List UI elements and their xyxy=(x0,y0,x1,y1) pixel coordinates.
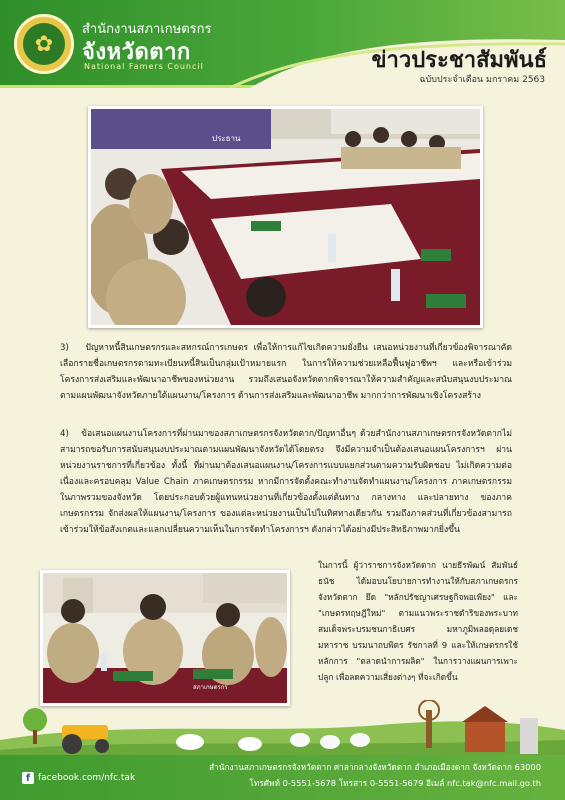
issue-date: ฉบับประจำเดือน มกราคม 2563 xyxy=(419,75,545,85)
meeting-photo-illustration xyxy=(91,109,480,325)
province-name: จังหวัดตาก xyxy=(82,40,191,65)
paragraph-debt: 3) ปัญหาหนี้สินเกษตรกรและสหกรณ์การเกษตร เพื่อให้การแก้ไขเกิดความยั่งยืน เสนอหน่วยงานที่เกี่ยวข้องพิจารณาคัดเลือกรายชื่อเกษตรกรตามทะเบียนหนี้สินเป็นกลุ่มเป้าหมายแรก ในการให้ความช่วยเหลือฟื้นฟูอาชีพฯ และหรือเข้าร่วมโครงการส่งเสริมและพัฒนาอาชีพของหน่วยงาน รวมถึงเสนอจังหวัดตากพิจารณาให้ความสำคัญและสนับสนุนงบประมาณตามแผนพัฒนาจังหวัดภายใต้แผนงาน/โครงการ ด้านการส่งเสริมและพัฒนาอาชีพ มากกว่าการพัฒนาเชิงโครงสร้าง xyxy=(60,343,512,401)
newsletter-title: ข่าวประชาสัมพันธ์ xyxy=(371,47,547,73)
officials-photo-illustration xyxy=(43,573,287,703)
paragraph-proposal: 4) ข้อเสนอแผนงานโครงการที่ผ่านมาของสภาเกษตรกรจังหวัดตาก/ปัญหาอื่นๆ ด้วยสำนักงานสภาเกษตรกรจังหวัดตากไม่สามารถขอรับการสนับสนุนงบประมาณตามแผนพัฒนาจังหวัดได้โดยตรง จึงมีความจำเป็นต้องเสนอแผนโครงการฯ ผ่านหน่วยงานราชการที่เกี่ยวข้อง ทั้งนี้ ที่ผ่านมาต้องเสนอแผนงาน/โครงการแบบแยกส่วนตามความรับผิดชอบ ไม่เกิดความต่อเนื่องและครอบคลุม Value Chain ภาคเกษตรกรรม หากมีการจัดตั้งคณะทำงานจัดทำแผนงาน/โครงการ ภาคเกษตรกรรมในภาพรวมของจังหวัด โดยประกอบด้วยผู้แทนหน่วยงานที่เกี่ยวข้องตั้งแต่ต้นทาง กลางทาง และปลายทาง ของภาคเกษตรกรรม จักส่งผลให้แผนงาน/โครงการ ของแต่ละหน่วยงานเป็นไปในทิศทางเดียวกัน รวมถึงภาคส่วนที่เกี่ยวข้องสามารถเข้าร่วมให้ข้อสังเกตและแลกเปลี่ยนความเห็นในการจัดทำโครงการฯ ดังกล่าวได้อย่างมีประสิทธิภาพมากยิ่งขึ้น xyxy=(60,429,512,535)
desk-sign: ประธาน xyxy=(212,134,241,143)
paragraph-governor-policy: ในการนี้ ผู้ว่าราชการจังหวัดตาก นายธีรพัฒน์ สัมพันธ์ธนัช ได้มอบนโยบายการทำงานให้กับสภาเกษตรกรจังหวัดตาก ยึด "หลักปรัชญาเศรษฐกิจพอเพียง" และ "เกษตรทฤษฎีใหม่" ตามแนวพระราชดำริของพระบาทสมเด็จพระบรมชนกาธิเบศร มหาภูมิพลอดุลยเดชมหาราช บรมนาถบพิตร รัชกาลที่ 9 และให้เกษตรกรใช้หลักการ "ตลาดนำการผลิต" ในการวางแผนการเพาะปลูก เพื่อลดความเสี่ยงต่างๆ ที่จะเกิดขึ้น xyxy=(318,560,518,682)
contact-info: โทรศัพท์ 0-5551-5678 โทรสาร 0-5551-5679 อีเมล์ nfc.tak@nfc.mail.go.th xyxy=(249,778,541,788)
emblem-icon: ✿ xyxy=(23,23,65,65)
officials-photo xyxy=(40,570,290,706)
farm-illustration xyxy=(0,700,565,760)
desk-sign-small: สภาเกษตรกร xyxy=(193,685,228,691)
facebook-icon: f xyxy=(22,772,34,784)
office-address: สำนักงานสภาเกษตรกรจังหวัดตาก ศาลากลางจังหวัดตาก อำเภอเมืองตาก จังหวัดตาก 63000 xyxy=(209,762,541,772)
org-name-en: National Famers Council xyxy=(84,62,204,71)
facebook-link[interactable]: facebook.com/nfc.tak xyxy=(38,773,136,783)
org-name: สำนักงานสภาเกษตรกร xyxy=(82,22,212,37)
meeting-photo xyxy=(88,106,483,328)
